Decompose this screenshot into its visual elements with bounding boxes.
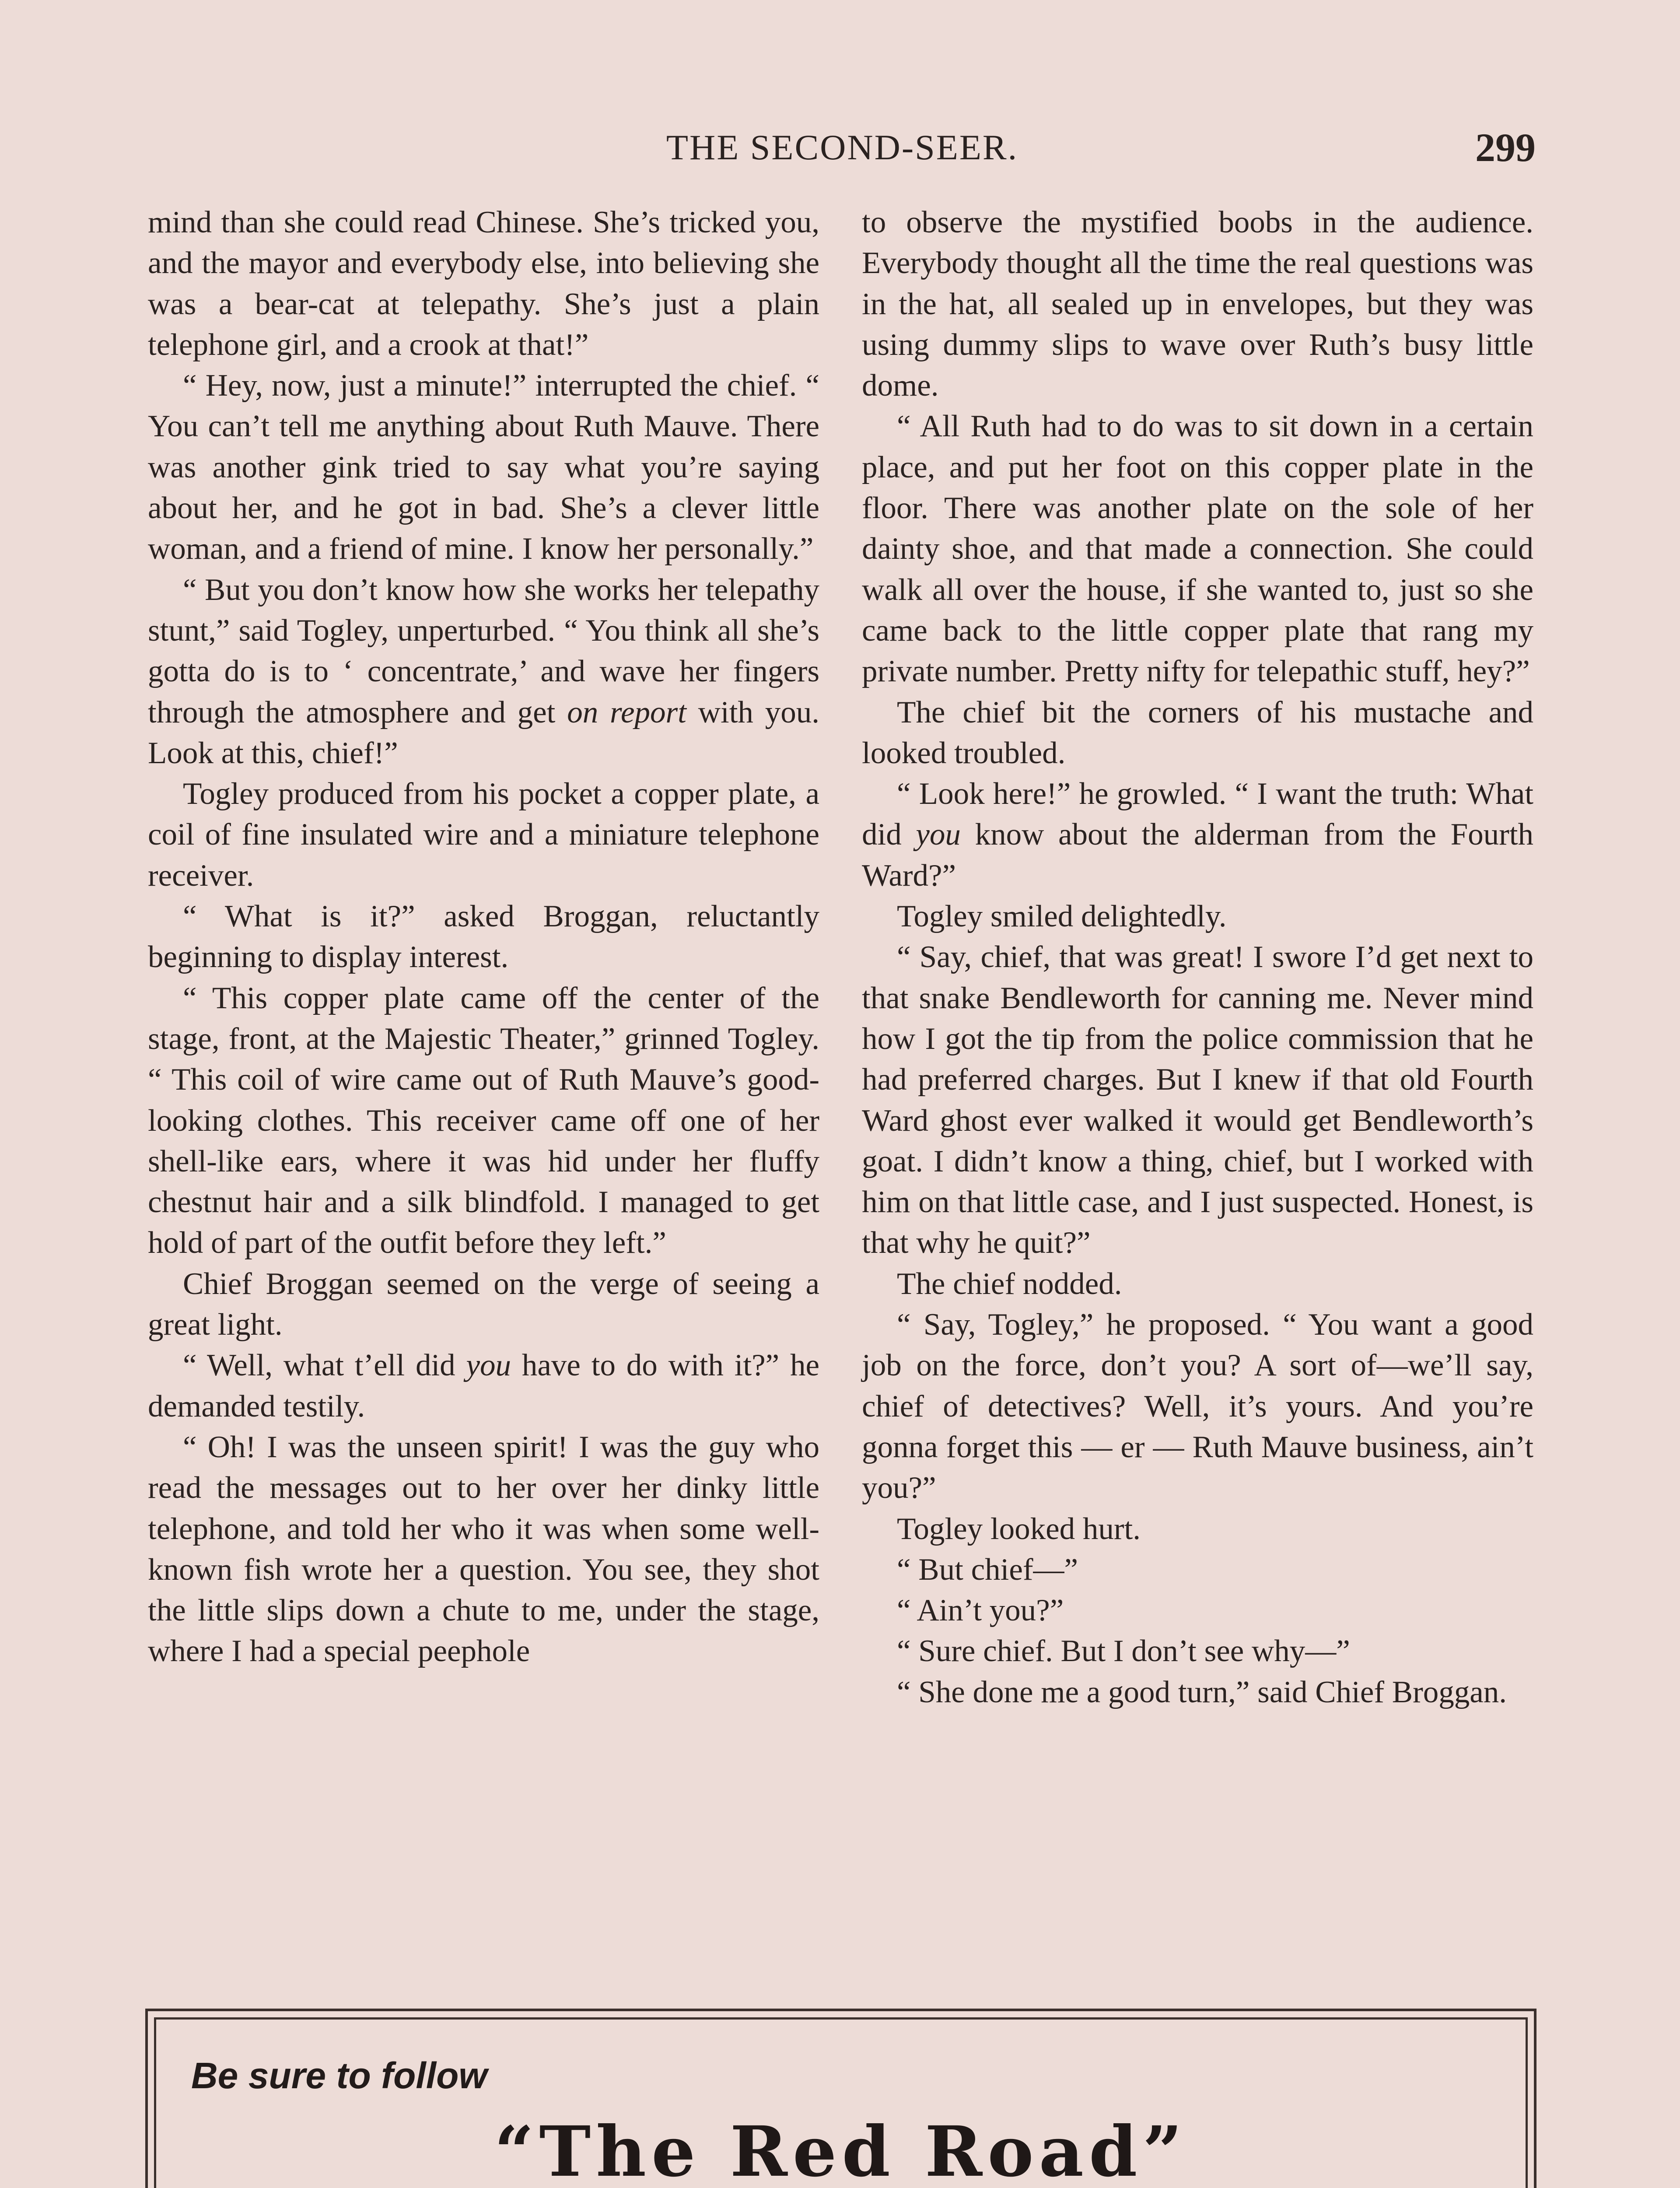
paragraph-text: “ But you don’t know how she works her telepathy stunt,” said Togley, unperturbed. “ You think all she’s gotta do is to ‘ concentrate,’ and wave her fingers through the atmosphere and get <box>148 572 819 729</box>
paragraph: “ Oh! I was the unseen spirit! I was the guy who read the messages out to her over her dinky little telephone, and told her who it was when some well-known fish wrote her a question. You see, they shot the little slips down a chute to me, under the stage, where I had a special peephole <box>148 1430 819 1669</box>
paragraph-text: with you. Look at this, chief!” <box>148 695 819 770</box>
running-title: THE SECOND-SEER. <box>666 127 1018 167</box>
paragraph: mind than she could read Chinese. She’s tricked you, and the mayor and everybody else, into believing she was a bear-cat at telepathy. She’s just a plain telephone girl, and a crook at that!” <box>148 205 819 362</box>
ad-tagline: Be sure to follow <box>191 2055 487 2096</box>
paragraph-text: know about the alderman from the Fourth Ward?” <box>862 817 1533 893</box>
paragraph: The chief nodded. <box>897 1266 1122 1301</box>
paragraph <box>148 1345 819 1427</box>
ad-story-title: “The Red Road” <box>494 2111 1188 2188</box>
paragraph: Togley looked hurt. <box>897 1511 1141 1546</box>
paragraph-text: “ Look here!” he growled. “ I want the truth: What did <box>862 777 1533 852</box>
paragraph <box>862 774 1533 896</box>
paragraph: “ This copper plate came off the center of the stage, front, at the Majestic Theater,” grinned Togley. “ This coil of wire came out of Ruth Mauve’s good-looking clothes. This receiver came off one of her shell-like ears, where it was hid under her fluffy chestnut hair and a silk blindfold. I managed to get hold of part of the outfit before they left.” <box>148 981 819 1260</box>
paragraph: “ What is it?” asked Broggan, reluctantly beginning to display interest. <box>148 899 819 975</box>
paragraph: “ Hey, now, just a minute!” interrupted the chief. “ You can’t tell me anything about Ruth Mauve. There was another gink tried to say what you’re saying about her, and he got in bad. She’s a clever little woman, and a friend of mine. I know her personally.” <box>148 368 819 566</box>
right-column <box>862 202 1533 1713</box>
paragraph: The chief bit the corners of his mustache and looked troubled. <box>862 695 1533 770</box>
emphasis-text: you <box>916 817 961 852</box>
paragraph: “ But chief—” <box>897 1552 1078 1587</box>
paragraph: Togley produced from his pocket a copper plate, a coil of fine insulated wire and a miniature telephone receiver. <box>148 777 819 893</box>
paragraph: “ She done me a good turn,” said Chief Broggan. <box>897 1675 1507 1709</box>
paragraph: “ Ain’t you?” <box>897 1593 1064 1628</box>
paragraph <box>148 570 819 774</box>
emphasis-text: on report <box>567 695 686 729</box>
paragraph: “ Sure chief. But I don’t see why—” <box>897 1634 1350 1669</box>
paragraph-text: “ Well, what t’ell did <box>183 1348 466 1383</box>
emphasis-text: you <box>466 1348 511 1383</box>
left-column <box>148 202 819 1672</box>
paragraph: Togley smiled delightedly. <box>897 899 1227 934</box>
paragraph: “ Say, Togley,” he proposed. “ You want a good job on the force, don’t you? A sort of—we’ll say, chief of detectives? Well, it’s yours. And you’re gonna forget this — er — Ruth Mauve business, ain’t you?” <box>862 1308 1533 1505</box>
advertisement-box <box>145 2009 1536 2188</box>
advertisement-inner-frame <box>154 2017 1528 2188</box>
running-head <box>149 127 1536 175</box>
paragraph: Chief Broggan seemed on the verge of seeing a great light. <box>148 1266 819 1342</box>
paragraph: to observe the mystified boobs in the audience. Everybody thought all the time the real questions was in the hat, all sealed up in envelopes, but they was using dummy slips to wave over Ruth’s busy little dome. <box>862 205 1533 403</box>
paragraph: “ All Ruth had to do was to sit down in a certain place, and put her foot on this copper plate in the floor. There was another plate on the sole of her dainty shoe, and that made a connection. She could walk all over the house, if she wanted to, just so she came back to the little copper plate that rang my private number. Pretty nifty for telepathic stuff, hey?” <box>862 409 1533 689</box>
paragraph: “ Say, chief, that was great! I swore I’d get next to that snake Bendleworth for canning me. Never mind how I got the tip from the police commission that he had preferred charges. But I knew if that old Fourth Ward ghost ever walked it would get Bendleworth’s goat. I didn’t know a thing, chief, but I worked with him on that little case, and I just suspected. Honest, is that why he quit?” <box>862 940 1533 1260</box>
page-number: 299 <box>1475 125 1536 170</box>
paragraph-text: have to do with it?” he demanded testily. <box>148 1348 819 1424</box>
